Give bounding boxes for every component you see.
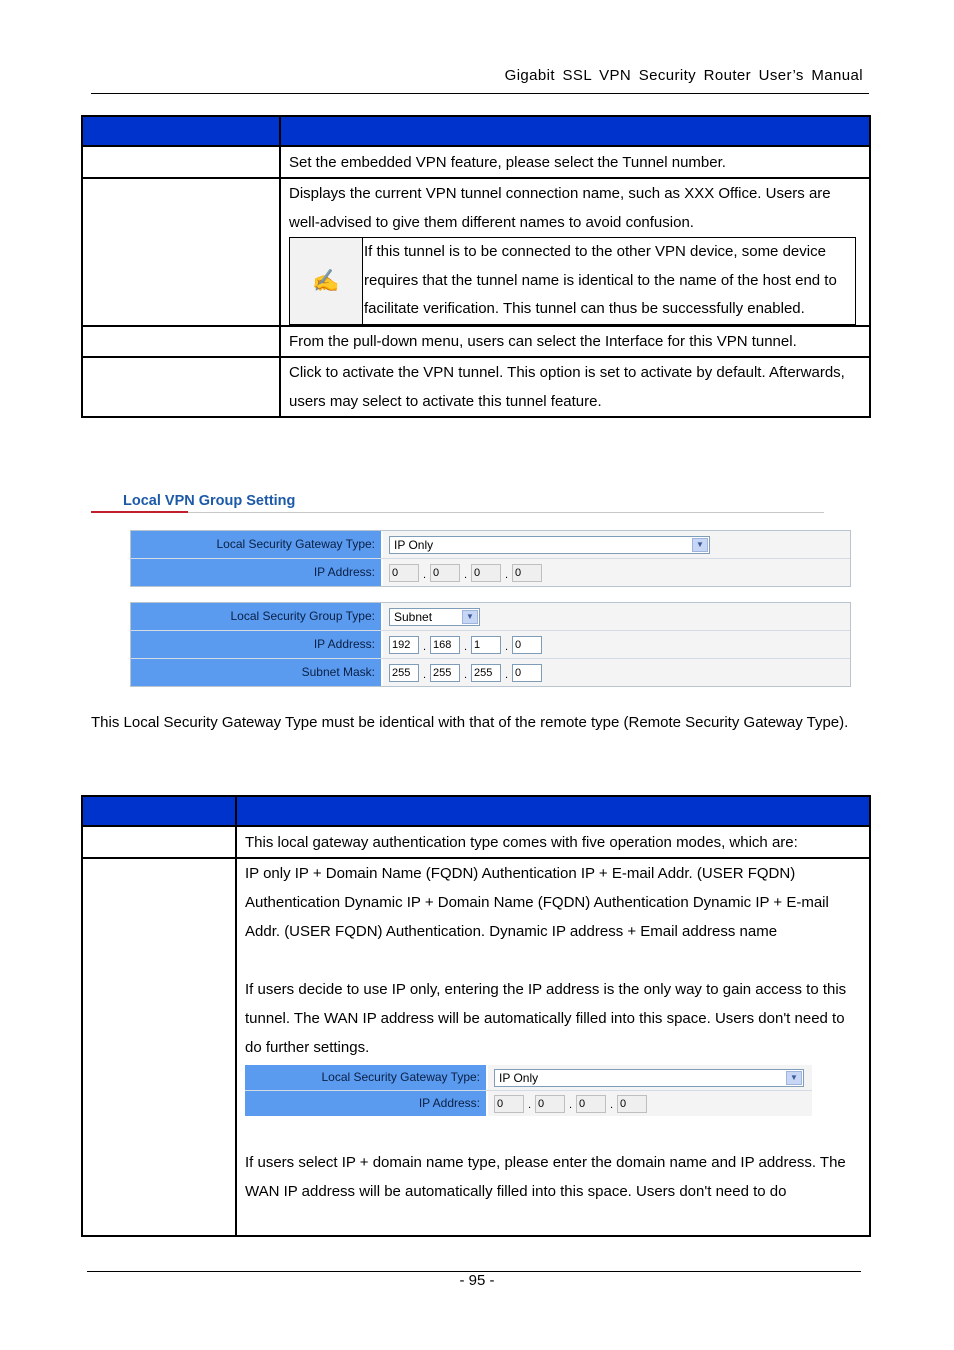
table-row	[82, 326, 870, 357]
ip-octet-input[interactable]: 192	[389, 636, 419, 654]
domain-text: If users select IP + domain name type, please enter the domain name and IP address. The WAN IP address will be automatically filled into this space. Users don't need to do	[245, 1154, 846, 1200]
ip-octet-input[interactable]: 0	[512, 564, 542, 582]
desc-cell: Click to activate the VPN tunnel. This option is set to activate by default. Afterwards, users may select to activate this tunnel feature.	[289, 363, 845, 410]
tunnel-table	[81, 115, 871, 418]
form-row: IP Address: 0 . 0 . 0 . 0	[245, 1091, 812, 1116]
form-row: Subnet Mask: 255 . 255 . 255 . 0	[131, 659, 850, 686]
small-ip-label: IP Address:	[245, 1091, 488, 1116]
mask-octet-input[interactable]: 0	[512, 664, 542, 682]
group-type-select[interactable]	[389, 608, 480, 626]
section-underline-accent	[91, 511, 188, 513]
gateway-type-select[interactable]	[389, 536, 710, 554]
header-divider	[91, 93, 869, 94]
label-cell	[82, 326, 280, 357]
label-cell	[82, 178, 280, 326]
desc-cell: Displays the current VPN tunnel connection name, such as XXX Office. Users are well-advised to give them different names to avoid confusion.	[289, 185, 831, 231]
form-row: IP Address: 192 . 168 . 1 . 0	[131, 631, 850, 659]
small-gateway-type-select[interactable]	[494, 1069, 804, 1087]
mask-octet-input[interactable]: 255	[430, 664, 460, 682]
table-row	[82, 357, 870, 417]
small-gateway-type-label: Local Security Gateway Type:	[245, 1065, 488, 1090]
ip-octet-input[interactable]: 0	[512, 636, 542, 654]
header-cell	[280, 116, 870, 146]
writing-hand-icon: ✍	[290, 238, 363, 325]
form-row: IP Address: 0 . 0 . 0 . 0	[131, 559, 850, 586]
ip-octet-input[interactable]: 0	[576, 1095, 606, 1113]
header-cell	[82, 796, 236, 826]
group-mask-label: Subnet Mask:	[131, 659, 383, 686]
form-row	[245, 1065, 812, 1091]
table-row	[82, 178, 870, 326]
mask-octet-input[interactable]: 255	[471, 664, 501, 682]
table-header-row	[82, 116, 870, 146]
form-row	[131, 531, 850, 559]
gateway-type-label: Local Security Gateway Type:	[131, 531, 383, 558]
section-title: Local VPN Group Setting	[123, 493, 296, 509]
ip-octet-input[interactable]: 0	[617, 1095, 647, 1113]
body-paragraph: This Local Security Gateway Type must be identical with that of the remote type (Remote Security Gateway Type).	[91, 714, 849, 731]
ip-only-text: If users decide to use IP only, entering the IP address is the only way to gain access to this tunnel. The WAN IP address will be automatically filled into this space. Users don't need to do further settings.	[245, 981, 847, 1056]
ip-octet-input[interactable]: 0	[494, 1095, 524, 1113]
group-type-value: Subnet	[394, 609, 433, 624]
ip-octet-input[interactable]: 1	[471, 636, 501, 654]
header-title: Gigabit SSL VPN Security Router User’s Manual	[504, 67, 863, 84]
ip-octet-input[interactable]: 0	[389, 564, 419, 582]
table-row	[82, 858, 870, 1236]
chevron-down-icon[interactable]: ▼	[462, 610, 478, 624]
page-number: - 95 -	[459, 1272, 495, 1289]
gateway-form	[130, 530, 851, 587]
modes-text: IP only IP + Domain Name (FQDN) Authentication IP + E-mail Addr. (USER FQDN) Authentication Dynamic IP + Domain Name (FQDN) Authentication Dynamic IP + E-mail Addr. (USER FQDN) Authentication. Dynamic IP address + Email address name	[245, 865, 829, 940]
desc-cell: This local gateway authentication type comes with five operation modes, which are:	[245, 834, 798, 851]
auth-type-table	[81, 795, 871, 1237]
header-cell	[236, 796, 870, 826]
ip-octet-input[interactable]: 0	[471, 564, 501, 582]
form-row	[131, 603, 850, 631]
group-form	[130, 602, 851, 687]
group-type-label: Local Security Group Type:	[131, 603, 383, 630]
ip-octet-input[interactable]: 0	[535, 1095, 565, 1113]
label-cell	[82, 858, 236, 1236]
mask-octet-input[interactable]: 255	[389, 664, 419, 682]
table-row	[82, 146, 870, 178]
ip-octet-input[interactable]: 168	[430, 636, 460, 654]
label-cell	[82, 826, 236, 858]
chevron-down-icon[interactable]: ▼	[692, 538, 708, 552]
table-row	[82, 826, 870, 858]
gateway-form-small	[245, 1065, 812, 1116]
table-header-row	[82, 796, 870, 826]
gateway-ip-label: IP Address:	[131, 559, 383, 586]
section-underline	[188, 512, 824, 513]
note-box	[289, 237, 856, 325]
header-cell	[82, 116, 280, 146]
desc-cell: Set the embedded VPN feature, please select the Tunnel number.	[289, 154, 726, 171]
label-cell	[82, 146, 280, 178]
group-ip-label: IP Address:	[131, 631, 383, 658]
note-text: If this tunnel is to be connected to the other VPN device, some device requires that the tunnel name is identical to the name of the host end to facilitate verification. This tunnel can thus be successfully enabled.	[363, 238, 856, 325]
ip-octet-input[interactable]: 0	[430, 564, 460, 582]
desc-cell: From the pull-down menu, users can select the Interface for this VPN tunnel.	[289, 332, 797, 350]
gateway-type-value: IP Only	[394, 537, 434, 552]
label-cell	[82, 357, 280, 417]
small-gateway-type-value: IP Only	[499, 1070, 539, 1085]
chevron-down-icon[interactable]: ▼	[786, 1071, 802, 1085]
